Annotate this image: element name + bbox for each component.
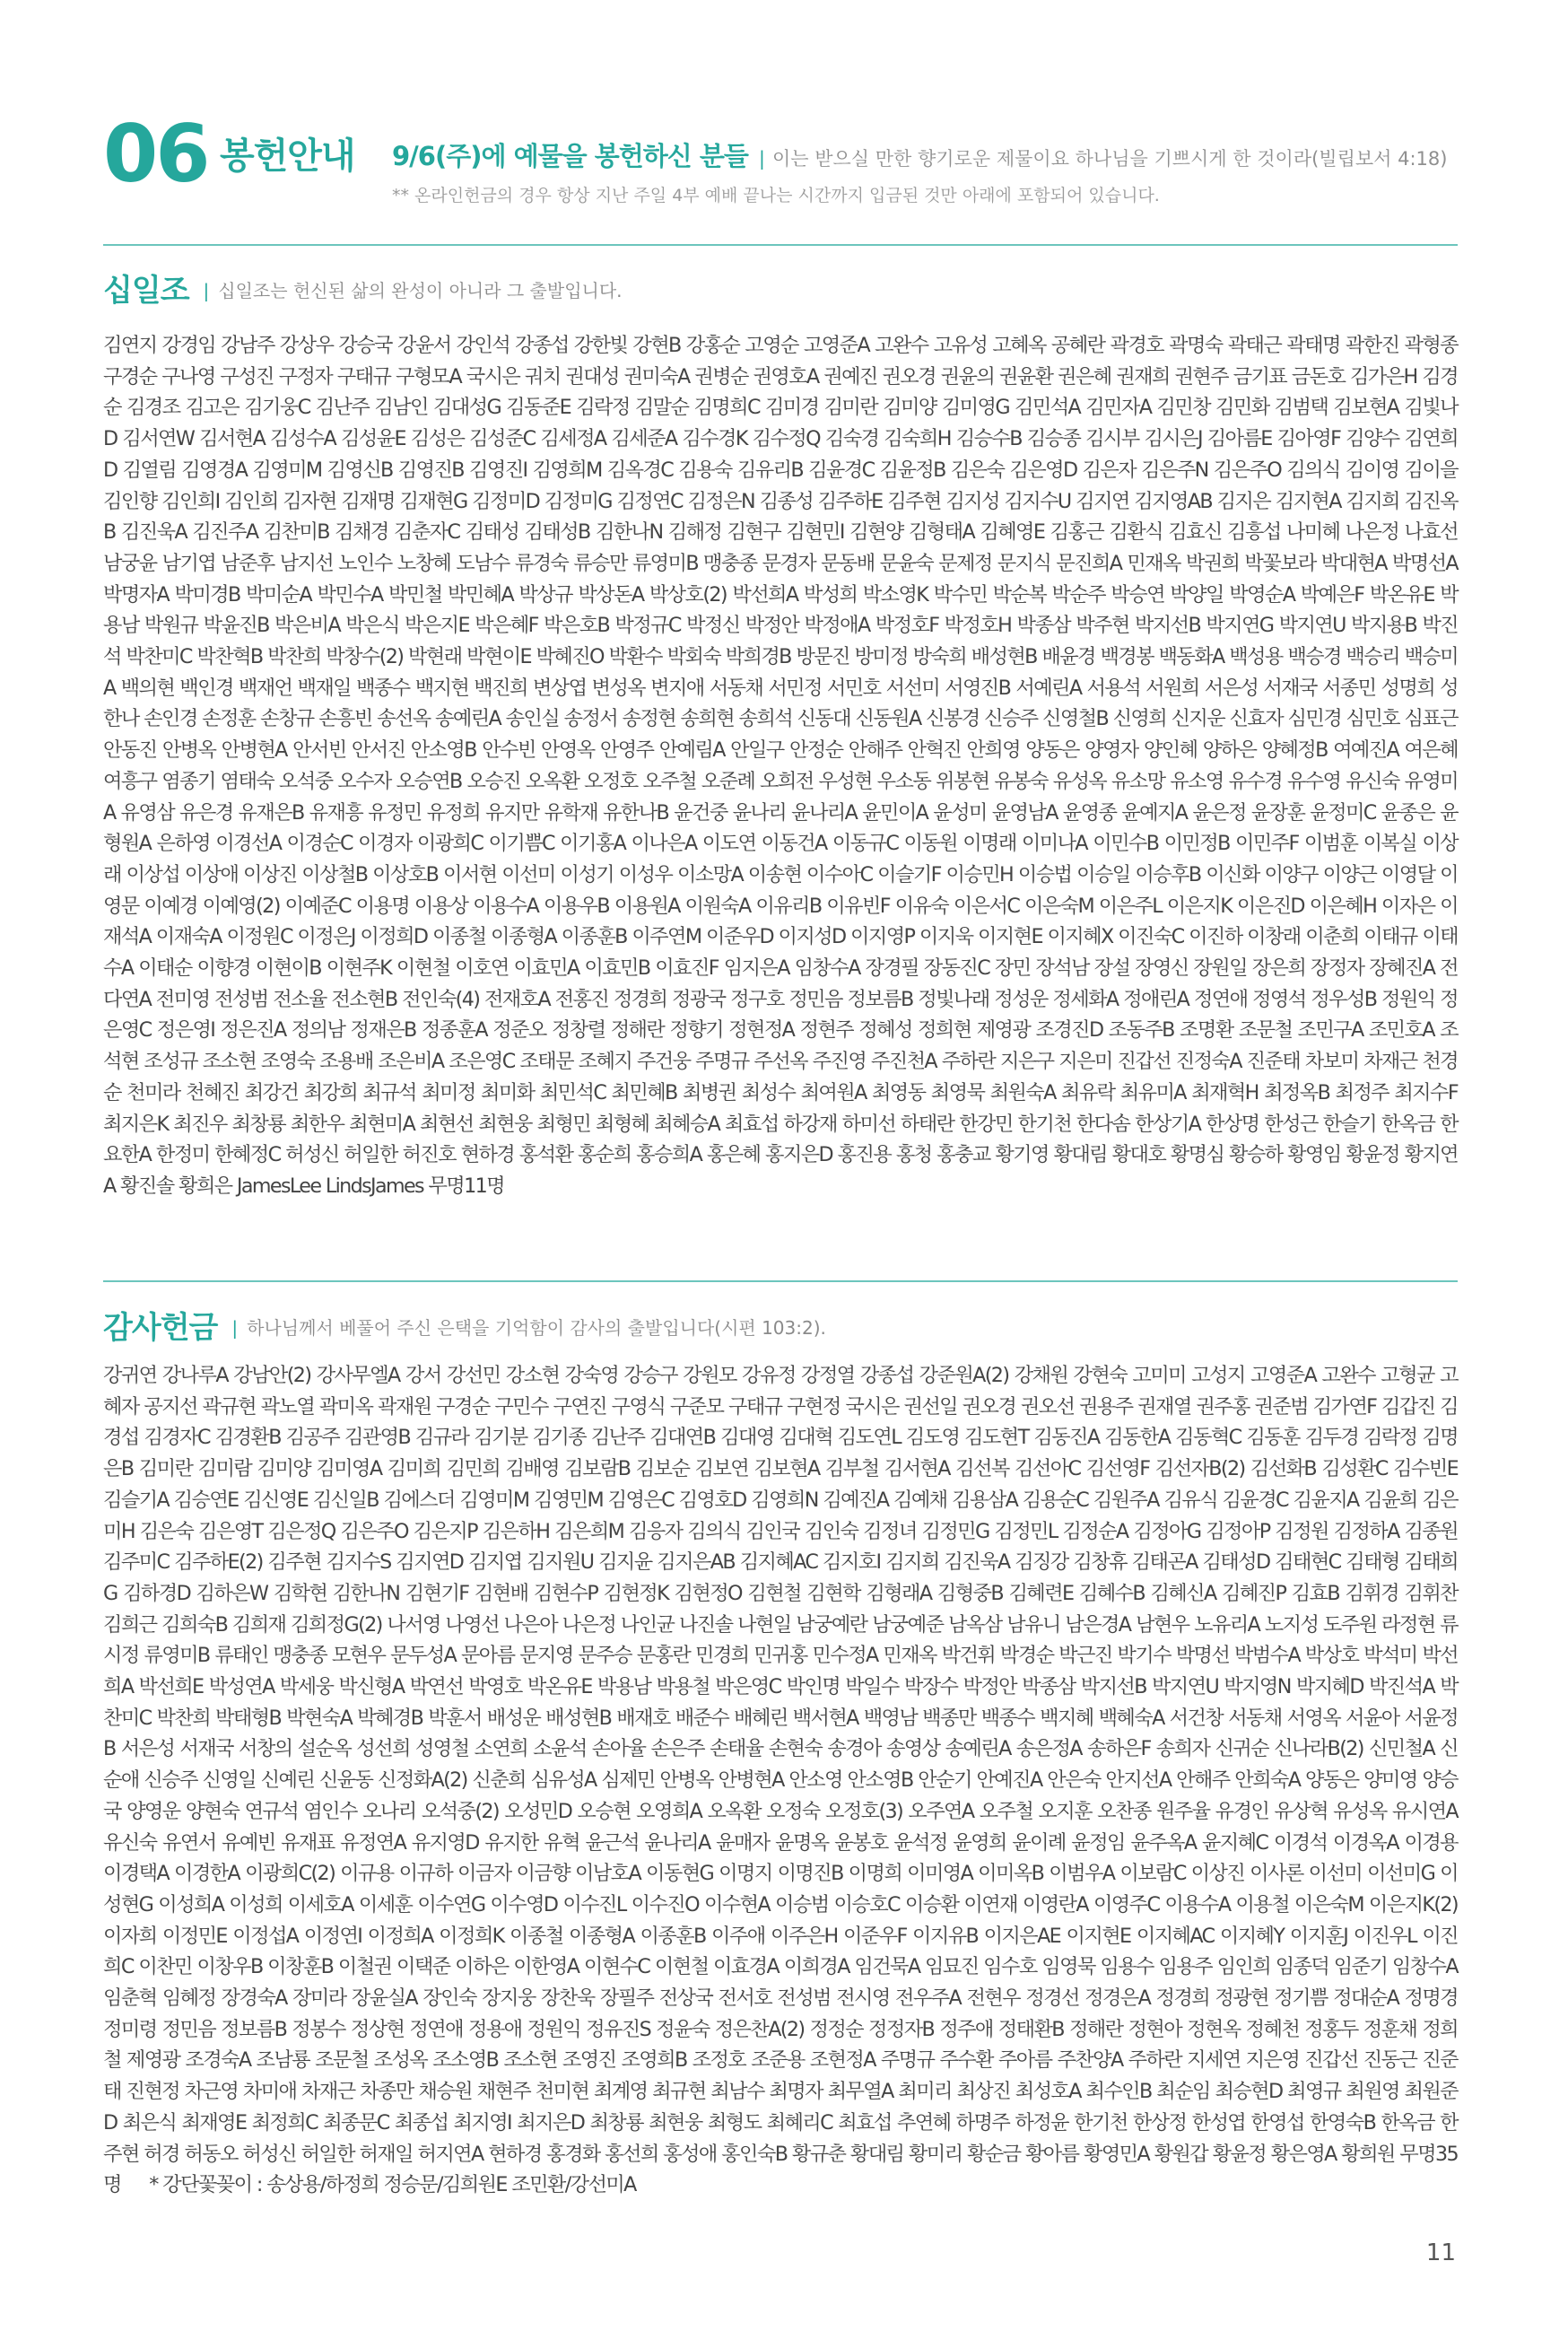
section-number: 06: [103, 108, 208, 200]
thanks-description: 하나님께서 베풀어 주신 은택을 기억함이 감사의 출발입니다(시편 103:2).: [247, 1317, 826, 1339]
thanks-heading: [103, 1303, 826, 1347]
tithe-title: 십일조: [103, 273, 189, 309]
online-offering-note: ** 온라인헌금의 경우 항상 지난 주일 4부 예배 끝나는 시간까지 입금된 것만 아래에 포함되어 있습니다.: [392, 186, 1160, 205]
thanks-names: 강귀연 강나루A 강남안(2) 강사무엘A 강서 강선민 강소현 강숙영 강승구 강원모 강유정 강정열 강종섭 강준원A(2) 강채원 강현숙 고미미 고성지 고영준A 고완수 고형균 고혜자 공지선 곽규현 곽노열 곽미옥 곽재원 구경순 구민수 구연진 구영식 구준모 구태규 구현정 국시은 권선일 권오경 권오선 권용주 권재열 권주홍 권준범 김가연F 김갑진 김경섭 김경자C 김경환B 김공주 김관영B 김규라 김기분 김기종 김난주 김대연B 김대영 김대혁 김도연L 김도영 김도현T 김동진A 김동한A 김동혁C 김동훈 김두경 김락정 김명은B 김미란 김미람 김미양 김미영A 김미희 김민희 김배영 김보람B 김보순 김보연 김보현A 김부철 김서현A 김선복 김선아C 김선영F 김선자B(2) 김선화B 김성환C 김수빈E 김슬기A 김승연E 김신영E 김신일B 김에스더 김영미M 김영민M 김영은C 김영호D 김영희N 김예진A 김예채 김용삼A 김용순C 김원주A 김유식 김윤경C 김윤지A 김윤희 김은미H 김은숙 김은영T 김은정Q 김은주O 김은지P 김은하H 김은희M 김응자 김의식 김인국 김인숙 김정녀 김정민G 김정민L 김정순A 김정아G 김정아P 김정원 김정하A 김종원 김주미C 김주하E(2) 김주현 김지수S 김지연D 김지엽 김지원U 김지윤 김지은AB 김지혜AC 김지호I 김지희 김진욱A 김징강 김창휴 김태곤A 김태성D 김태현C 김태형 김태희G 김하경D 김하은W 김학현 김한나N 김현기F 김현배 김현수P 김현정K 김현정O 김현철 김현학 김형래A 김형중B 김혜련E 김혜수B 김혜신A 김혜진P 김효B 김휘경 김휘찬 김희근 김희숙B 김희재 김희정G(2) 나서영 나영선 나은아 나은정 나인균 나진솔 나현일 남궁예란 남궁예준 남옥삼 남유니 남은경A 남현우 노유리A 노지성 도주원 라정현 류시정 류영미B 류태인 맹충종 모현우 문두성A 문아름 문지영 문주승 문홍란 민경희 민귀홍 민수정A 민재옥 박건휘 박경순 박근진 박기수 박명선 박범수A 박상호 박석미 박선희A 박선희E 박성연A 박세웅 박신형A 박연선 박영호 박온유E 박용남 박용철 박은영C 박인명 박일수 박장수 박정안 박종삼 박지선B 박지연U 박지영N 박지혜D 박진석A 박찬미C 박찬희 박태형B 박현숙A 박혜경B 박훈서 배성운 배성현B 배재호 배준수 배혜린 백서현A 백영남 백종만 백종수 백지혜 백혜숙A 서건창 서동채 서영옥 서윤아 서윤정B 서은성 서재국 서창의 설순옥 성선희 성영철 소연희 소윤석 손아율 손은주 손태율 손현숙 송경아 송영상 송예린A 송은정A 송하은F 송희자 신귀순 신나라B(2) 신민철A 신순애 신승주 신영일 신예린 신윤동 신정화A(2) 신춘희 심유성A 심제민 안병옥 안병현A 안소영 안소영B 안순기 안예진A 안은숙 안지선A 안해주 안희숙A 양동은 양미영 양승국 양영운 양현숙 연규석 염인수 오나리 오석중(2) 오성민D 오승현 오영희A 오옥환 오정숙 오정호(3) 오주연A 오주철 오지훈 오찬종 원주율 유경인 유상혁 유성옥 유시연A 유신숙 유연서 유예빈 유재표 유정연A 유지영D 유지한 유혁 윤근석 윤나리A 윤매자 윤명옥 윤봉호 윤석정 윤영희 윤이례 윤정임 윤주옥A 윤지혜C 이경석 이경옥A 이경용 이경택A 이경한A 이광희C(2) 이규용 이규하 이금자 이금향 이남호A 이동현G 이명지 이명진B 이명희 이미영A 이미옥B 이범우A 이보람C 이상진 이사론 이선미 이선미G 이성현G 이성희A 이성희 이세호A 이세훈 이수연G 이수영D 이수진L 이수진O 이수현A 이승범 이승호C 이승환 이연재 이영란A 이영주C 이용수A 이용철 이은숙M 이은지K(2) 이자희 이정민E 이정섭A 이정연I 이정희A 이정희K 이종철 이종형A 이종훈B 이주애 이주은H 이준우F 이지유B 이지은AE 이지현E 이지혜AC 이지혜Y 이지훈J 이진우L 이진희C 이찬민 이창우B 이창훈B 이철권 이택준 이하은 이한영A 이현수C 이현철 이효경A 이희경A 임건묵A 임묘진 임수호 임영묵 임용수 임용주 임인희 임종덕 임준기 임창수A 임춘혁 임혜정 장경숙A 장미라 장윤실A 장인숙 장지웅 장찬욱 장필주 전상국 전서호 전성범 전시영 전우주A 전현우 정경선 정경은A 정경희 정광현 정기쁨 정대순A 정명경 정미령 정민음 정보름B 정봉수 정상현 정연애 정용애 정원익 정유진S 정윤숙 정은찬A(2) 정정순 정정자B 정주애 정태환B 정해란 정현아 정현옥 정혜천 정홍두 정훈채 정희철 제영광 조경숙A 조남룡 조문철 조성옥 조소영B 조소현 조영진 조영희B 조정호 조준용 조현정A 주명규 주수환 주아름 주찬양A 주하란 지세연 지은영 진갑선 진동근 진준태 진현정 차근영 차미애 차재근 차종만 채승원 채현주 천미현 최계영 최규현 최남수 최명자 최무열A 최미리 최상진 최성호A 최수인B 최순임 최승현D 최영규 최원영 최원준D 최은식 최재영E 최정희C 최종문C 최종섭 최지영I 최지은D 최창룡 최현웅 최형도 최혜리C 최효섭 추연혜 하명주 하정윤 한기천 한상정 한성엽 한영섭 한영숙B 한옥금 한주현 허경 허동오 허성신 허일한 허재일 허지연A 현하경 홍경화 홍선희 홍성애 홍인숙B 황규춘 황대림 황미리 황순금 황아름 황영민A 황원갑 황윤정 황은영A 황희원 무명35명: [103, 1364, 1458, 2197]
event-title: 9/6(주)에 예물을 봉헌하신 분들: [392, 141, 748, 171]
tithe-description: 십일조는 헌신된 삶의 완성이 아니라 그 출발입니다.: [218, 280, 623, 301]
bible-verse: 이는 받으실 만한 향기로운 제물이요 하나님을 기쁘시게 한 것이라(빌립보서 4:18): [771, 148, 1448, 170]
separator-bar: |: [758, 148, 765, 170]
thanks-title: 감사헌금: [103, 1310, 218, 1346]
separator-bar: |: [203, 280, 210, 301]
flower-footnote: * 강단꽃꽂이 : 송상용/하정희 정승문/김희원E 조민환/강선미A: [149, 2173, 636, 2197]
event-line: [392, 136, 1447, 173]
divider-line: [103, 1280, 1458, 1282]
tithe-names-list: 김연지 강경임 강남주 강상우 강승국 강윤서 강인석 강종섭 강한빛 강현B 강홍순 고영순 고영준A 고완수 고유성 고혜옥 공혜란 곽경호 곽명숙 곽태근 곽태명 곽한진 곽형종 구경순 구나영 구성진 구정자 구태규 구형모A 국시은 궈치 권대성 권미숙A 권병순 권영호A 권예진 권오경 권윤의 권윤환 권은혜 권재희 권현주 금기표 금돈호 김가은H 김경순 김경조 김고은 김기웅C 김난주 김남인 김대성G 김동준E 김락정 김말순 김명희C 김미경 김미란 김미양 김미영G 김민석A 김민자A 김민창 김민화 김범택 김보현A 김빛나D 김서연W 김서현A 김성수A 김성윤E 김성은 김성준C 김세정A 김세준A 김수경K 김수정Q 김숙경 김숙희H 김승수B 김승종 김시부 김시은J 김아름E 김아영F 김양수 김연희D 김열림 김영경A 김영미M 김영신B 김영진B 김영진I 김영희M 김옥경C 김용숙 김유리B 김윤경C 김윤정B 김은숙 김은영D 김은자 김은주N 김은주O 김의식 김이영 김이을 김인향 김인희I 김인희 김자현 김재명 김재현G 김정미D 김정미G 김정연C 김정은N 김종성 김주하E 김주현 김지성 김지수U 김지연 김지영AB 김지은 김지현A 김지희 김진옥B 김진욱A 김진주A 김찬미B 김채경 김춘자C 김태성 김태성B 김한나N 김해정 김현구 김현민I 김현양 김형태A 김혜영E 김홍근 김환식 김효신 김흥섭 나미혜 나은정 나효선 남궁윤 남기엽 남준후 남지선 노인수 노창혜 도남수 류경숙 류승만 류영미B 맹충종 문경자 문동배 문윤숙 문제정 문지식 문진희A 민재옥 박권희 박꽃보라 박대현A 박명선A 박명자A 박미경B 박미순A 박민수A 박민철 박민혜A 박상규 박상돈A 박상호(2) 박선희A 박성희 박소영K 박수민 박순복 박순주 박승연 박양일 박영순A 박예은F 박온유E 박용남 박원규 박윤진B 박은비A 박은식 박은지E 박은혜F 박은호B 박정규C 박정신 박정안 박정애A 박정호F 박정호H 박종삼 박주현 박지선B 박지연G 박지연U 박지용B 박진석 박찬미C 박찬혁B 박찬희 박창수(2) 박현래 박현이E 박혜진O 박환수 박회숙 박희경B 방문진 방미정 방숙희 배성현B 배윤경 백경봉 백동화A 백성용 백승경 백승리 백승미A 백의현 백인경 백재언 백재일 백종수 백지현 백진희 변상엽 변성옥 변지애 서동채 서민정 서민호 서선미 서영진B 서예린A 서용석 서원희 서은성 서재국 서종민 성명희 성한나 손인경 손정훈 손창규 손흥빈 송선옥 송예린A 송인실 송정서 송정현 송희현 송희석 신동대 신동원A 신봉경 신승주 신영철B 신영희 신지운 신효자 심민경 심민호 심표근 안동진 안병옥 안병현A 안서빈 안서진 안소영B 안수빈 안영옥 안영주 안예림A 안일구 안정순 안해주 안혁진 안희영 양동은 양영자 양인혜 양하은 양혜정B 여예진A 여은혜 여흥구 염종기 염태숙 오석중 오수자 오승연B 오승진 오옥환 오정호 오주철 오준례 오희전 우성현 우소동 위봉현 유봉숙 유성옥 유소망 유소영 유수경 유수영 유신숙 유영미A 유영삼 유은경 유재은B 유재흥 유정민 유정희 유지만 유학재 유한나B 윤건중 윤나리 윤나리A 윤민이A 윤성미 윤영남A 윤영종 윤예지A 윤은정 윤장훈 윤정미C 윤종은 윤형원A 은하영 이경선A 이경순C 이경자 이광희C 이기쁨C 이기홍A 이나은A 이도연 이동건A 이동규C 이동원 이명래 이미나A 이민수B 이민정B 이민주F 이범훈 이복실 이상래 이상섭 이상애 이상진 이상철B 이상호B 이서현 이선미 이성기 이성우 이소망A 이송현 이수아C 이슬기F 이승민H 이승법 이승일 이승후B 이신화 이양구 이양근 이영달 이영문 이예경 이예영(2) 이예준C 이용명 이용상 이용수A 이용우B 이용원A 이원숙A 이유리B 이유빈F 이유숙 이은서C 이은숙M 이은주L 이은지K 이은진D 이은혜H 이자은 이재석A 이재숙A 이정원C 이정은J 이정희D 이종철 이종형A 이종훈B 이주연M 이준우D 이지성D 이지영P 이지욱 이지현E 이지혜X 이진숙C 이진하 이창래 이춘희 이태규 이태수A 이태순 이향경 이현이B 이현주K 이현철 이호연 이효민A 이효민B 이효진F 임지은A 임창수A 장경필 장동진C 장민 장석남 장설 장영신 장원일 장은희 장정자 장혜진A 전다연A 전미영 전성범 전소율 전소현B 전인숙(4) 전재호A 전홍진 정경희 정광국 정구호 정민음 정보름B 정빛나래 정성운 정세화A 정애린A 정연애 정영석 정우성B 정원익 정은영C 정은영I 정은진A 정의남 정재은B 정종훈A 정준오 정창렬 정해란 정향기 정현정A 정현주 정혜성 정희현 제영광 조경진D 조동주B 조명환 조문철 조민구A 조민호A 조석현 조성규 조소현 조영숙 조용배 조은비A 조은영C 조태문 조혜지 주건웅 주명규 주선옥 주진영 주진천A 주하란 지은구 지은미 진갑선 진정숙A 진준태 차보미 차재근 천경순 천미라 천혜진 최강건 최강희 최규석 최미정 최미화 최민석C 최민혜B 최병권 최성수 최여원A 최영동 최영묵 최원숙A 최유락 최유미A 최재혁H 최정옥B 최정주 최지수F 최지은K 최진우 최창룡 최한우 최현미A 최현선 최현웅 최형민 최형혜 최혜승A 최효섭 하강재 하미선 하태란 한강민 한기천 한다솜 한상기A 한상명 한성근 한슬기 한옥금 한요한A 한정미 한혜정C 허성신 허일한 허진호 현하경 홍석환 홍순희 홍승희A 홍은혜 홍지은D 홍진용 홍청 홍충교 황기영 황대림 황대호 황명심 황승하 황영임 황윤정 황지연A 황진솔 황희은 JamesLee LindsJames 무명11명: [103, 334, 1459, 1198]
tithe-heading: [103, 266, 623, 310]
thanks-names-list: [103, 1360, 1458, 2201]
section-title: 봉헌안내: [220, 135, 355, 177]
divider-line: [103, 244, 1458, 246]
separator-bar: |: [231, 1317, 239, 1339]
page-number: 11: [1425, 2239, 1456, 2266]
